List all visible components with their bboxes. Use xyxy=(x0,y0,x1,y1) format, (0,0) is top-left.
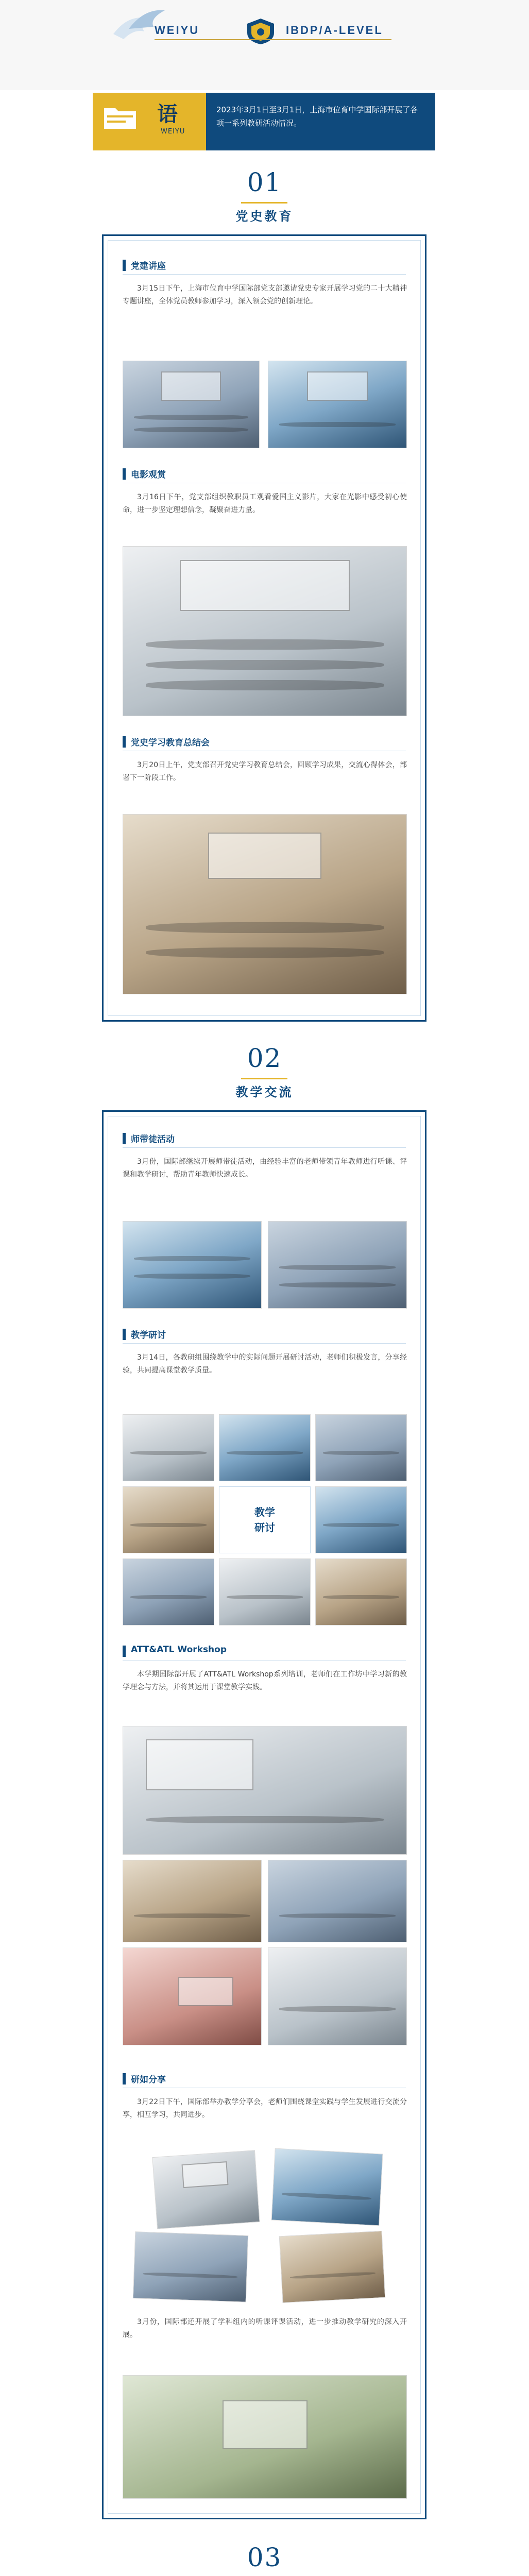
subheading-title: 教学研讨 xyxy=(131,1330,166,1341)
subheading-title: 党史学习教育总结会 xyxy=(131,738,210,748)
header-rule xyxy=(155,39,391,40)
subheading-title: ATT&ATL Workshop xyxy=(131,1645,227,1655)
section-number: 02 xyxy=(247,1043,282,1073)
paragraph: 3月16日下午，党支部组织教职员工观看爱国主义影片，大家在光影中感受初心使命，进一步坚定理想信念，凝聚奋进力量。 xyxy=(123,493,407,514)
section-number: 03 xyxy=(247,2543,282,2572)
section-number-rule xyxy=(241,1078,287,1079)
subheading-bar xyxy=(123,736,126,748)
school-emblem-icon xyxy=(244,16,277,45)
photo xyxy=(268,1221,407,1309)
paragraph: 3月份，国际部还开展了学科组内的听课评课活动，进一步推动教学研究的深入开展。 xyxy=(123,2318,407,2339)
subheading-bar xyxy=(123,2073,126,2084)
photo xyxy=(268,1947,407,2045)
photo xyxy=(152,2150,260,2229)
subheading-bar xyxy=(123,260,126,271)
subheading-title: 党建讲座 xyxy=(131,261,166,272)
paragraph: 3月14日，各教研组围绕教学中的实际问题开展研讨活动，老师们积极发言，分享经验，共同提高课堂教学质量。 xyxy=(123,1353,407,1375)
column-subtitle: WEIYU xyxy=(161,128,185,135)
photo xyxy=(123,361,260,448)
subheading-line xyxy=(123,1343,406,1344)
photo xyxy=(123,1860,262,1942)
column-tag xyxy=(93,93,206,150)
section-title: 教学交流 xyxy=(235,1085,294,1099)
photo xyxy=(123,546,407,716)
subheading-bar xyxy=(123,1329,126,1340)
subheading-title: 电影观赏 xyxy=(131,470,166,480)
column-intro-text: 2023年3月1日至3月1日，上海市位育中学国际部开展了各项一系列教研活动情况。 xyxy=(216,105,418,128)
photo xyxy=(271,2148,383,2226)
subheading-bar xyxy=(123,1646,126,1657)
subheading-bar xyxy=(123,468,126,480)
section-number-rule xyxy=(241,202,287,204)
photo xyxy=(123,1486,214,1553)
paragraph: 本学期国际部开展了ATT&ATL Workshop系列培训，老师们在工作坊中学习新的教学理念与方法，并将其运用于课堂教学实践。 xyxy=(123,1670,407,1691)
subheading-line xyxy=(123,274,406,275)
photo xyxy=(123,814,407,994)
subheading-line xyxy=(123,1147,406,1148)
photo xyxy=(219,1414,311,1481)
brand-right: IBDP/A-LEVEL xyxy=(286,24,383,37)
photo xyxy=(133,2231,248,2302)
photo xyxy=(123,1221,262,1309)
photo xyxy=(279,2231,386,2303)
page-header xyxy=(0,0,529,90)
subheading-title: 师带徒活动 xyxy=(131,1134,175,1145)
photo xyxy=(315,1414,407,1481)
brand-left: WEIYU xyxy=(155,24,200,37)
paragraph: 3月15日下午，上海市位育中学国际部党支部邀请党史专家开展学习党的二十大精神专题讲座，全体党员教师参加学习，深入领会党的创新理论。 xyxy=(123,284,407,306)
paragraph: 3月份，国际部继续开展师带徒活动，由经验丰富的老师带领青年教师进行听课、评课和教学研讨，帮助青年教师快速成长。 xyxy=(123,1158,407,1179)
photo xyxy=(123,1558,214,1625)
subheading-title: 研如分享 xyxy=(131,2075,166,2085)
column-title: 语 xyxy=(157,102,178,126)
subheading-bar xyxy=(123,1133,126,1144)
photo xyxy=(123,2375,407,2499)
photo xyxy=(123,1947,262,2045)
column-intro-bar xyxy=(93,93,435,150)
paragraph: 3月22日下午，国际部举办教学分享会，老师们围绕课堂实践与学生发展进行交流分享，相互学习，共同进步。 xyxy=(123,2098,407,2119)
photo xyxy=(219,1558,311,1625)
photo xyxy=(123,1414,214,1481)
paragraph: 3月20日上午，党支部召开党史学习教育总结会，回顾学习成果，交流心得体会，部署下一阶段工作。 xyxy=(123,761,407,782)
folder-icon xyxy=(102,103,138,131)
photo xyxy=(123,1726,407,1855)
photo xyxy=(315,1486,407,1553)
photo xyxy=(268,361,407,448)
photo xyxy=(315,1558,407,1625)
section-number: 01 xyxy=(247,167,282,197)
section-title: 党史教育 xyxy=(235,209,294,224)
center-caption-card: 教学 研讨 xyxy=(219,1486,311,1553)
photo xyxy=(268,1860,407,1942)
